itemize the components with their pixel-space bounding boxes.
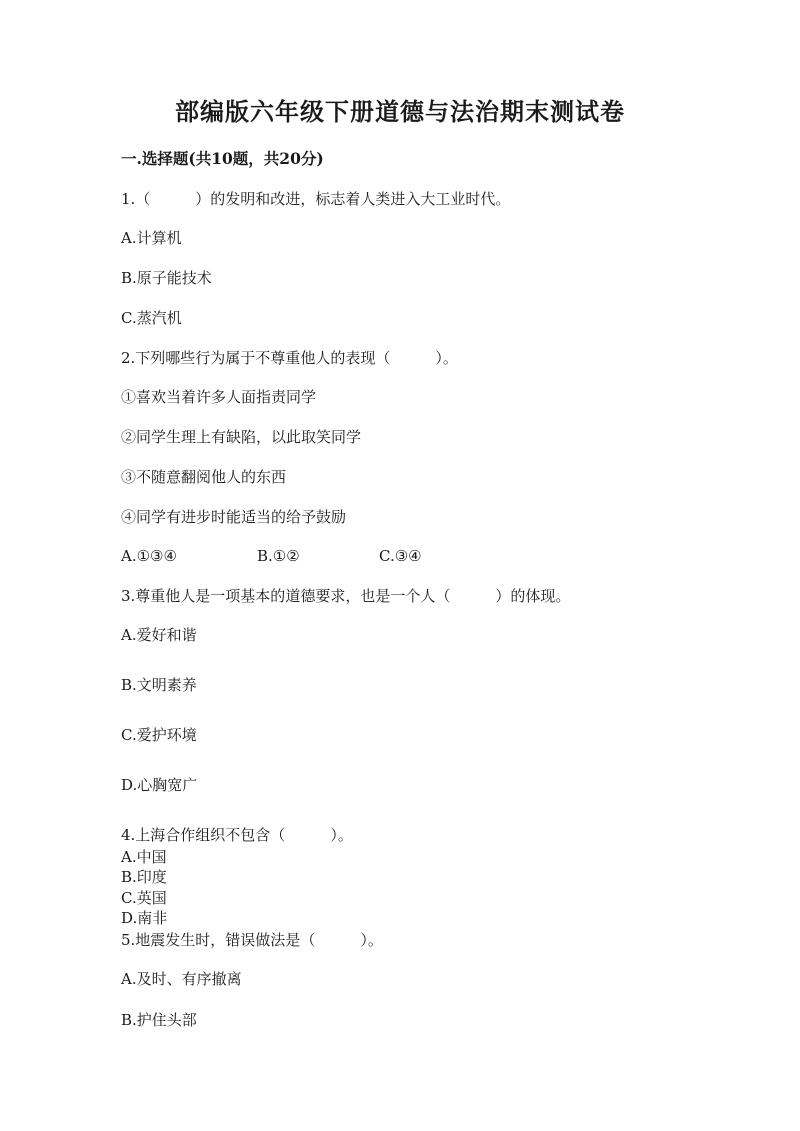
question-2-options xyxy=(121,546,422,566)
question-3-option-b: B.文明素养 xyxy=(121,676,197,694)
question-1-stem: 1.（ ）的发明和改进，标志着人类进入大工业时代。 xyxy=(121,190,511,208)
question-1-option-b: B.原子能技术 xyxy=(121,269,212,287)
question-5-option-a: A.及时、有序撤离 xyxy=(121,970,242,988)
question-2-option-c: C.③④ xyxy=(379,547,422,565)
question-3-stem: 3.尊重他人是一项基本的道德要求，也是一个人（ ）的体现。 xyxy=(121,587,571,605)
question-2-option-b: B.①② xyxy=(257,547,300,565)
question-1-option-c: C.蒸汽机 xyxy=(121,309,182,327)
question-2-item-2: ②同学生理上有缺陷，以此取笑同学 xyxy=(121,428,362,446)
question-5-stem: 5.地震发生时，错误做法是（ ）。 xyxy=(121,931,383,949)
question-4-option-b: B.印度 xyxy=(121,868,167,886)
question-2-item-3: ③不随意翻阅他人的东西 xyxy=(121,468,287,486)
section-heading: 一.选择题(共10题，共20分) xyxy=(121,149,324,168)
question-4-option-a: A.中国 xyxy=(121,848,167,866)
question-4-option-d: D.南非 xyxy=(121,909,168,927)
page-title: 部编版六年级下册道德与法治期末测试卷 xyxy=(175,97,625,126)
question-3-option-d: D.心胸宽广 xyxy=(121,776,198,794)
question-3-option-a: A.爱好和谐 xyxy=(121,626,197,644)
question-3-option-c: C.爱护环境 xyxy=(121,726,197,744)
question-4-option-c: C.英国 xyxy=(121,889,167,907)
question-5-option-b: B.护住头部 xyxy=(121,1011,197,1029)
question-2-item-4: ④同学有进步时能适当的给予鼓励 xyxy=(121,508,347,526)
question-4-stem: 4.上海合作组织不包含（ ）。 xyxy=(121,826,353,844)
question-1-option-a: A.计算机 xyxy=(121,229,182,247)
question-2-stem: 2.下列哪些行为属于不尊重他人的表现（ ）。 xyxy=(121,349,458,367)
question-2-option-a: A.①③④ xyxy=(121,547,177,565)
question-2-item-1: ①喜欢当着许多人面指责同学 xyxy=(121,388,317,406)
